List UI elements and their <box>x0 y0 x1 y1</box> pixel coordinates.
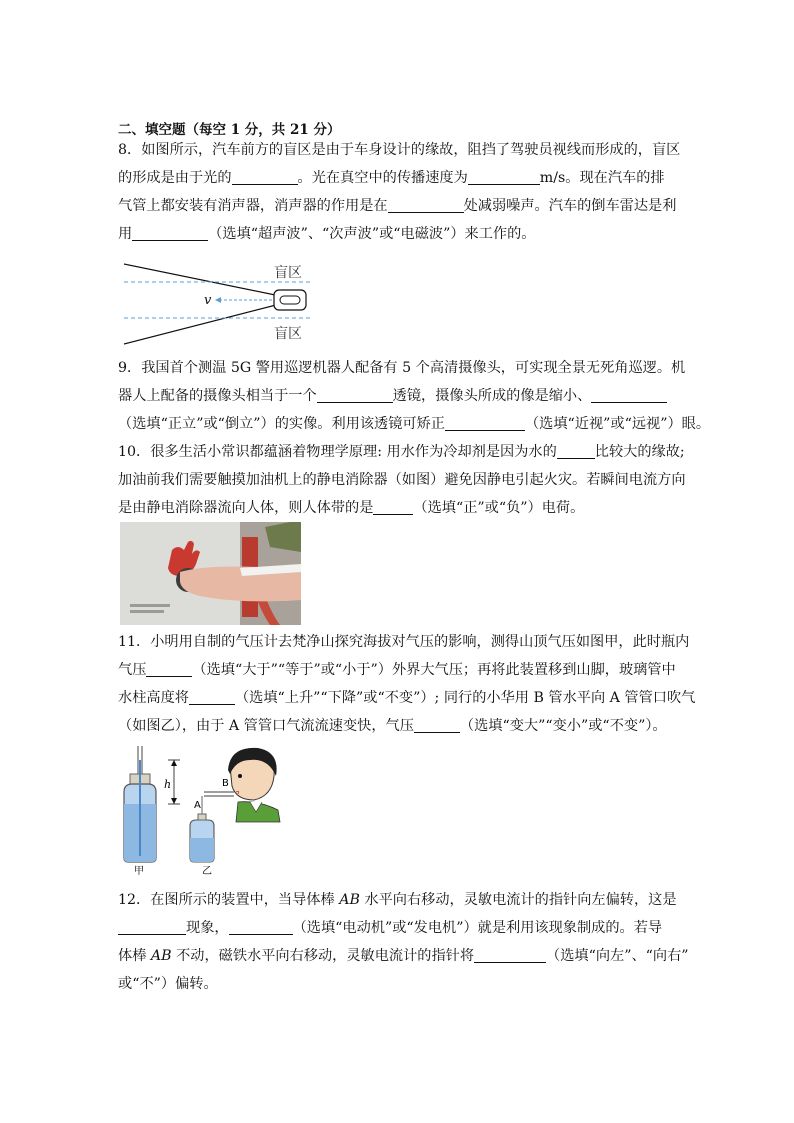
q8-blank-2[interactable] <box>468 170 540 185</box>
q8-blank-4[interactable] <box>132 226 208 241</box>
q10-line-3 <box>118 498 584 518</box>
q10-blank-1[interactable] <box>557 444 595 459</box>
q11-blank-3[interactable] <box>414 718 460 733</box>
q12-blank-2[interactable] <box>229 920 293 935</box>
q10-line-1 <box>118 442 685 462</box>
q8-text: 用 <box>118 226 133 242</box>
q9-text: （选填“正立”或“倒立”）的实像。利用该透镜可矫正 <box>118 416 445 432</box>
q12-text: 水平向右移动，灵敏电流计的指针向左偏转，这是 <box>359 892 677 908</box>
q12-text: 体棒 <box>118 948 151 964</box>
q11-line-2 <box>118 660 676 680</box>
q12-text: （选填“电动机”或“发电机”）就是利用该现象制成的。若导 <box>292 920 663 936</box>
q12-conductor-label: AB <box>339 892 360 908</box>
barometer-figure <box>118 746 283 876</box>
q8-text: 的形成是由于光的 <box>118 170 232 186</box>
section-title: 二、填空题（每空 1 分，共 21 分） <box>118 122 341 138</box>
q10-text: 是由静电消除器流向人体，则人体带的是 <box>118 500 374 516</box>
q12-text: 现象， <box>186 920 229 936</box>
q8-line-3 <box>118 196 676 216</box>
q9-blank-1[interactable] <box>317 388 393 403</box>
q11-text: （选填“上升”“下降”或“不变”）; 同行的小华用 B 管水平向 A 管管口吹气 <box>234 690 696 706</box>
q8-blank-3[interactable] <box>388 198 464 213</box>
q10-line-2: 加油前我们需要触摸加油机上的静电消除器（如图）避免因静电引起火灾。若瞬间电流方向 <box>118 472 686 488</box>
q8-text: （选填“超声波”、“次声波”或“电磁波”）来工作的。 <box>208 226 536 242</box>
q9-line-3 <box>118 414 710 434</box>
q9-blank-3[interactable] <box>445 416 525 431</box>
q8-blank-1[interactable] <box>232 170 298 185</box>
q11-text: 气压 <box>118 662 147 678</box>
q9-line-2 <box>118 386 667 406</box>
blind-zone-top-label: 盲区 <box>274 265 302 281</box>
q8-text: 气管上都安装有消声器，消声器的作用是在 <box>118 198 388 214</box>
q11-blank-1[interactable] <box>146 662 192 677</box>
q12-blank-1[interactable] <box>118 920 186 935</box>
q10-text: （选填“正”或“负”）电荷。 <box>413 500 585 516</box>
q9-text: 透镜，摄像头所成的像是缩小、 <box>392 388 592 404</box>
q8-text: 处减弱噪声。汽车的倒车雷达是利 <box>463 198 677 214</box>
q8-text: 。光在真空中的传播速度为 <box>297 170 468 186</box>
q12-text: 不动，磁铁水平向右移动，灵敏电流计的指针将 <box>171 948 475 964</box>
height-label: h <box>164 778 172 791</box>
q8-line-4 <box>118 224 535 244</box>
q9-text: 器人上配备的摄像头相当于一个 <box>118 388 317 404</box>
q11-text: （如图乙），由于 A 管管口气流流速变快，气压 <box>118 718 414 734</box>
q10-blank-2[interactable] <box>373 500 413 515</box>
q11-line-3 <box>118 688 695 708</box>
q8-text: m/s。现在汽车的排 <box>539 170 665 186</box>
blind-zone-bottom-label: 盲区 <box>274 326 302 342</box>
caption-jia: 甲 <box>134 866 144 876</box>
q12-text: （选填“向左”、“向右” <box>546 948 689 964</box>
q10-text: 10．很多生活小常识都蕴涵着物理学原理: 用水作为冷却剂是因为水的 <box>118 444 557 460</box>
q12-text: 12．在图所示的装置中，当导体棒 <box>118 892 340 908</box>
speed-label: v <box>204 293 212 308</box>
q12-line-1 <box>118 890 677 910</box>
q11-text: （选填“变大”“变小”或“不变”）。 <box>459 718 667 734</box>
q10-text: 比较大的缘故; <box>594 444 685 460</box>
q9-line-1: 9．我国首个测温 5G 警用巡逻机器人配备有 5 个高清摄像头，可实现全景无死角巡逻。机 <box>118 360 686 376</box>
q12-line-4: 或“不”）偏转。 <box>118 976 218 992</box>
q9-blank-2[interactable] <box>591 388 667 403</box>
tube-a-label: A <box>194 800 201 811</box>
q8-line-1: 8．如图所示，汽车前方的盲区是由于车身设计的缘故，阻挡了驾驶员视线而形成的，盲区 <box>118 142 681 158</box>
blind-zone-figure <box>122 252 312 348</box>
q9-text: （选填“近视”或“远视”）眼。 <box>524 416 711 432</box>
q11-line-1: 11．小明用自制的气压计去梵净山探究海拔对气压的影响，测得山顶气压如图甲，此时瓶内 <box>118 634 690 650</box>
q12-blank-3[interactable] <box>474 948 546 963</box>
q8-line-2 <box>118 168 665 188</box>
static-eliminator-photo <box>120 522 301 625</box>
q12-line-2 <box>118 918 662 938</box>
static-eliminator-illustration <box>120 522 301 625</box>
q12-line-3 <box>118 946 689 966</box>
q11-text: （选填“大于”“等于”或“小于”）外界大气压；再将此装置移到山脚，玻璃管中 <box>192 662 676 678</box>
q11-line-4 <box>118 716 667 736</box>
q11-blank-2[interactable] <box>189 690 235 705</box>
q11-text: 水柱高度将 <box>118 690 189 706</box>
q12-conductor-label: AB <box>150 948 172 964</box>
caption-yi: 乙 <box>202 866 212 876</box>
tube-b-label: B <box>222 778 229 789</box>
